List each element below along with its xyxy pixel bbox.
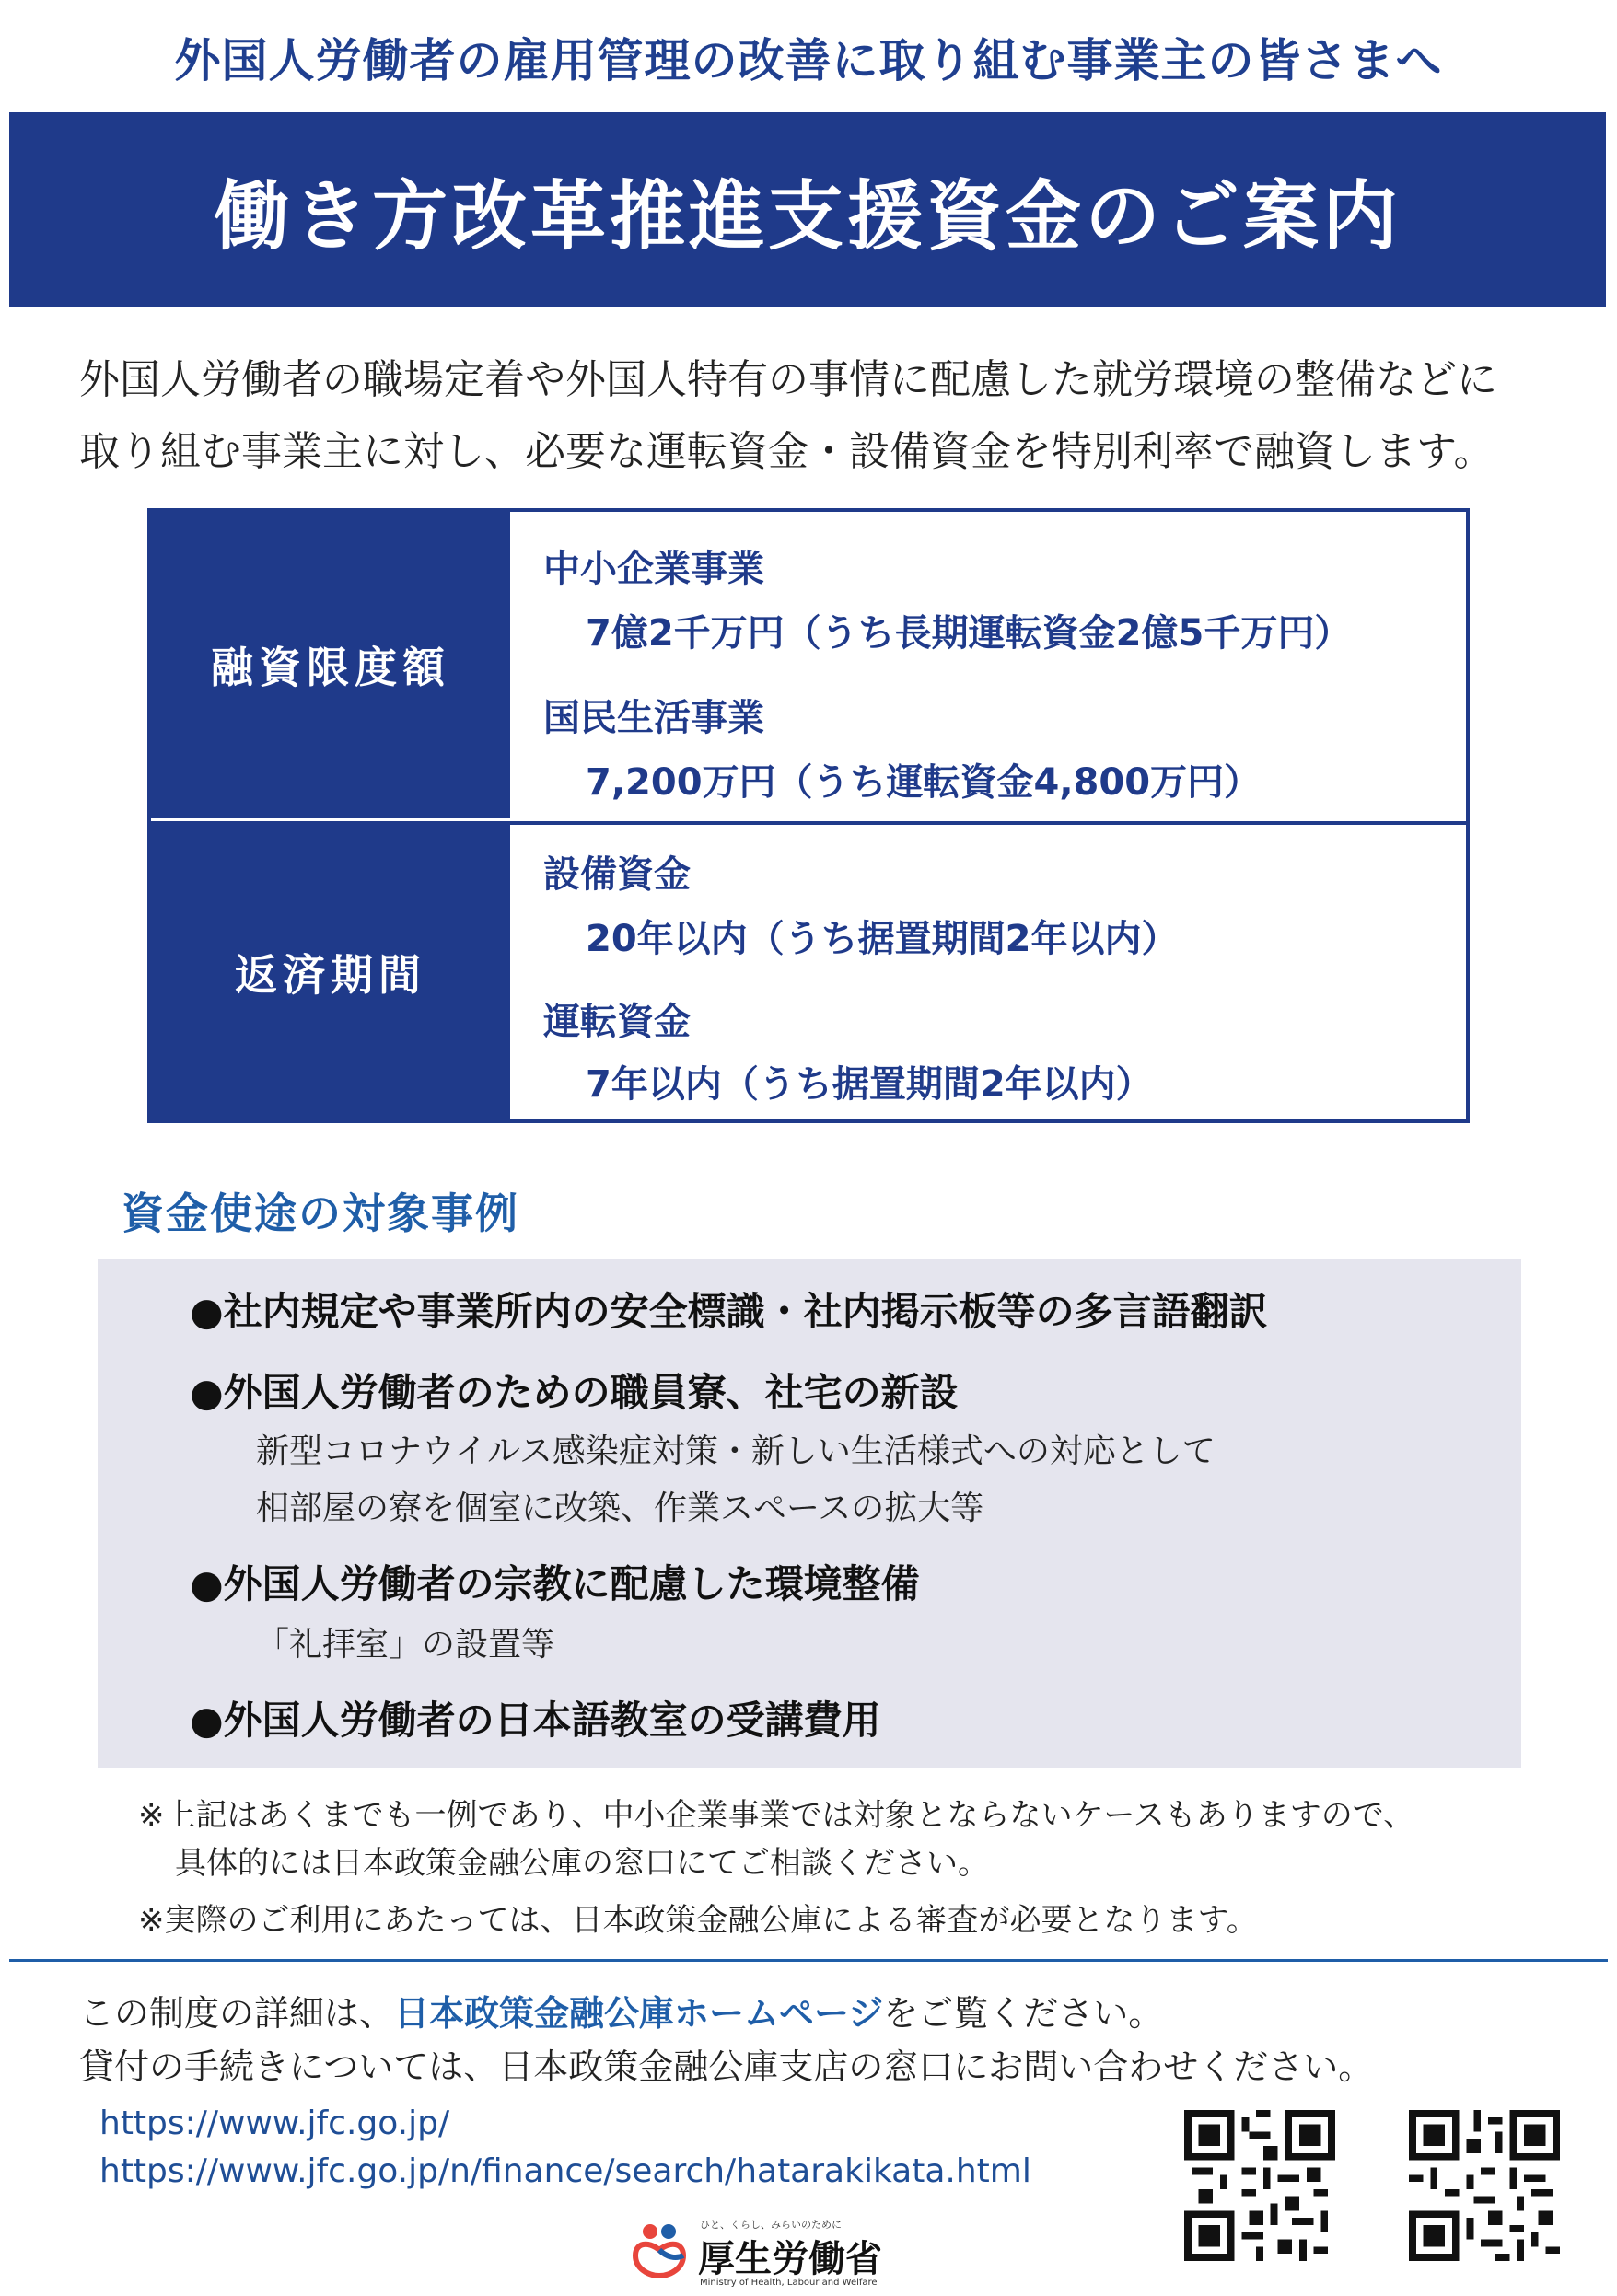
loan-limit-header: 融資限度額 bbox=[151, 512, 510, 821]
footnote: ※上記はあくまでも一例であり、中小企業事業では対象とならないケースもありますので、 bbox=[138, 1797, 1415, 1834]
divider bbox=[9, 1959, 1608, 1962]
usage-item: ●外国人労働者の宗教に配慮した環境整備 bbox=[190, 1561, 920, 1606]
ministry-english-name: Ministry of Health, Labour and Welfare bbox=[700, 2278, 878, 2288]
url-link[interactable]: https://www.jfc.go.jp/ bbox=[99, 2105, 450, 2142]
usage-note: 相部屋の寮を個室に改築、作業スペースの拡大等 bbox=[256, 1490, 984, 1527]
people-value: 7,200万円（うち運転資金4,800万円） bbox=[586, 761, 1262, 804]
qr-code-icon bbox=[1184, 2110, 1335, 2261]
usage-note: 新型コロナウイルス感染症対策・新しい生活様式への対応として bbox=[256, 1432, 1216, 1470]
qr-code-icon bbox=[1409, 2110, 1560, 2261]
details-text: をご覧ください。 bbox=[883, 1993, 1164, 2034]
operating-label: 運転資金 bbox=[543, 1001, 691, 1043]
usage-note: 「礼拝室」の設置等 bbox=[256, 1626, 555, 1664]
url-link[interactable]: https://www.jfc.go.jp/n/finance/search/hatarakikata.html bbox=[99, 2152, 1031, 2190]
page-title: 働き方改革推進支援資金のご案内 bbox=[213, 172, 1402, 261]
repayment-body bbox=[543, 825, 1455, 1119]
usage-section-title: 資金使途の対象事例 bbox=[122, 1189, 519, 1238]
intro-line: 取り組む事業主に対し、必要な運転資金・設備資金を特別利率で融資します。 bbox=[79, 428, 1495, 475]
people-label: 国民生活事業 bbox=[543, 697, 764, 739]
usage-item: ●社内規定や事業所内の安全標識・社内掲示板等の多言語翻訳 bbox=[190, 1289, 1268, 1334]
ministry-name: 厚生労働省 bbox=[698, 2238, 882, 2280]
details-line bbox=[79, 1985, 1163, 2035]
usage-examples-box bbox=[98, 1259, 1521, 1768]
jfc-homepage-link[interactable]: 日本政策金融公庫ホームページ bbox=[394, 1993, 884, 2034]
sme-value: 7億2千万円（うち長期運転資金2億5千万円） bbox=[586, 612, 1352, 655]
intro-text bbox=[79, 344, 1553, 488]
equipment-label: 設備資金 bbox=[543, 853, 691, 896]
sme-label: 中小企業事業 bbox=[543, 548, 764, 590]
repayment-row bbox=[151, 825, 1466, 1119]
ministry-logo bbox=[630, 2217, 934, 2290]
footnote: ※実際のご利用にあたっては、日本政策金融公庫による審査が必要となります。 bbox=[138, 1902, 1258, 1939]
details-line: 貸付の手続きについては、日本政策金融公庫支店の窓口にお問い合わせください。 bbox=[79, 2047, 1374, 2087]
loan-limit-row bbox=[151, 512, 1466, 825]
ministry-tagline: ひと、くらし、みらいのために bbox=[700, 2219, 842, 2231]
loan-limit-body bbox=[543, 512, 1455, 821]
loan-terms-table bbox=[147, 508, 1470, 1123]
mhlw-mark-icon bbox=[630, 2219, 689, 2278]
footnote: 具体的には日本政策金融公庫の窓口にてご相談ください。 bbox=[175, 1845, 989, 1882]
top-heading: 外国人労働者の雇用管理の改善に取り組む事業主の皆さまへ bbox=[174, 34, 1443, 87]
repayment-header: 返済期間 bbox=[151, 825, 510, 1119]
operating-value: 7年以内（うち据置期間2年以内） bbox=[586, 1063, 1153, 1106]
title-banner bbox=[9, 112, 1606, 307]
intro-line: 外国人労働者の職場定着や外国人特有の事情に配慮した就労環境の整備などに bbox=[79, 356, 1497, 403]
usage-item: ●外国人労働者のための職員寮、社宅の新設 bbox=[190, 1370, 959, 1415]
equipment-value: 20年以内（うち据置期間2年以内） bbox=[586, 918, 1179, 960]
details-text: この制度の詳細は、 bbox=[79, 1993, 395, 2034]
usage-item: ●外国人労働者の日本語教室の受講費用 bbox=[190, 1698, 881, 1743]
